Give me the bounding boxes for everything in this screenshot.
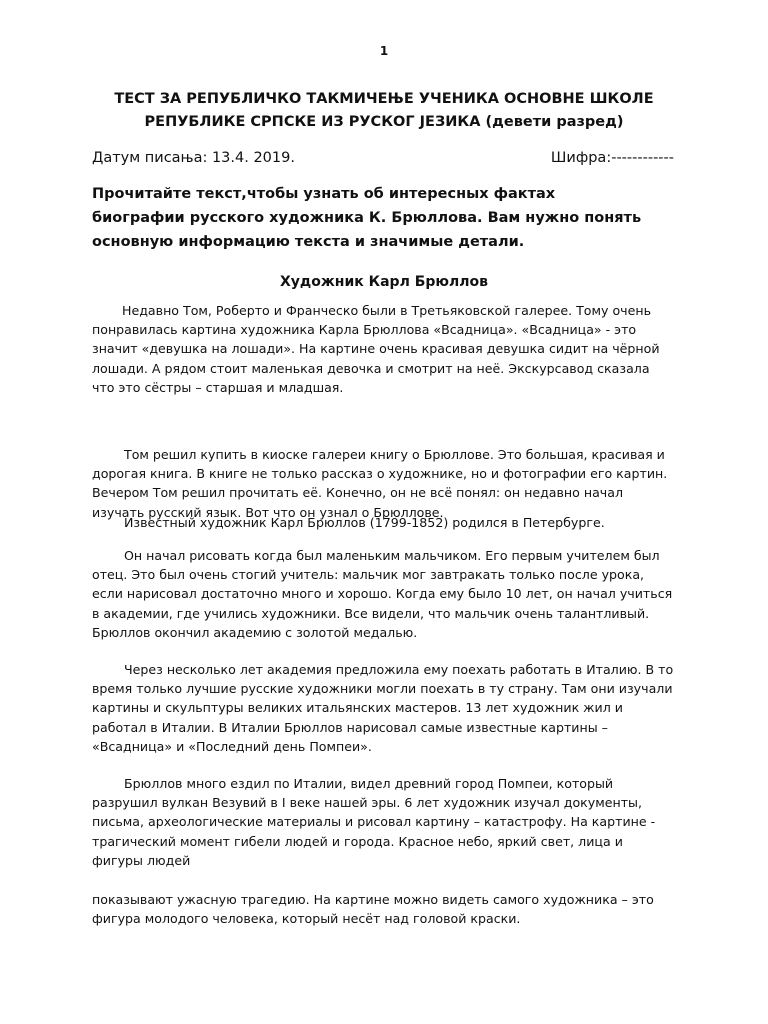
date-label: Датум писања: 13.4. 2019. xyxy=(92,150,295,166)
paragraph-1 xyxy=(92,301,676,397)
text-title: Художник Карл Брюллов xyxy=(280,274,488,290)
paragraph-text: Недавно Том, Роберто и Франческо были в Третьяковской галерее. Тому очень понравилась картина художника Карла Брюллова «Всадница». «Всадница» - это значит «девушка на лошади». На картине очень красивая девушка сидит на чёрной лошади. А рядом стоит маленькая девочка и смотрит на неё. Экскурсавод сказала что это сёстры – старшая и младшая. xyxy=(92,303,660,395)
paragraph-text: Он начал рисовать когда был маленьким мальчиком. Его первым учителем был отец. Это был очень стогий учитель: мальчик мог завтракать только после урока, если нарисовал достаточно много и хорошо. Когда ему было 10 лет, он начал учиться в академии, где учились художники. Все видели, что мальчик очень талантливый. Брюллов окончил академию с золотой медалью. xyxy=(92,548,673,640)
test-title-line-1: ТЕСТ ЗА РЕПУБЛИЧКО ТАКМИЧЕЊЕ УЧЕНИКА ОСНОВНЕ ШКОЛЕ xyxy=(114,91,654,107)
paragraph-2 xyxy=(92,445,676,522)
paragraph-6 xyxy=(92,774,676,870)
paragraph-text: показывают ужасную трагедию. На картине можно видеть самого художника – это фигура молодого человека, который несёт над головой краски. xyxy=(92,892,654,927)
page-number: 1 xyxy=(379,44,389,58)
paragraph-4 xyxy=(92,546,676,642)
paragraph-7 xyxy=(92,890,676,928)
test-title-line-2: РЕПУБЛИКЕ СРПСКЕ ИЗ РУСКОГ ЈЕЗИКА (девети разред) xyxy=(144,114,624,130)
paragraph-text: Известный художник Карл Брюллов (1799-1852) родился в Петербурге. xyxy=(124,515,605,530)
test-title xyxy=(60,88,708,134)
code-field: Шифра:------------ xyxy=(550,150,674,166)
paragraph-text: Том решил купить в киоске галереи книгу о Брюллове. Это большая, красивая и дорогая книга. В книге не только рассказ о художнике, но и фотографии его картин. Вечером Том решил прочитать её. Конечно, он не всё понял: он недавно начал изучать русский язык. Вот что он узнал о Брюллове. xyxy=(92,447,668,520)
paragraph-3 xyxy=(92,513,676,532)
paragraph-text: Через несколько лет академия предложила ему поехать работать в Италию. В то время только лучшие русские художники могли поехать в ту страну. Там они изучали картины и скульптуры великих итальянских мастеров. 13 лет художник жил и работал в Италии. В Италии Брюллов нарисовал самые известные картины – «Всадница» и «Последний день Помпеи». xyxy=(92,662,674,754)
reading-instruction: Прочитайте текст,чтобы узнать об интересных фактах биографии русского художника К. Брюллова. Вам нужно понять основную информацию текста и значимые детали. xyxy=(92,186,642,250)
paragraph-text: Брюллов много ездил по Италии, видел древний город Помпеи, который разрушил вулкан Везувий в I веке нашей эры. 6 лет художник изучал документы, письма, археологические материалы и рисовал картину – катастрофу. На картине - трагический момент гибели людей и города. Красное небо, яркий свет, лица и фигуры людей xyxy=(92,776,656,868)
paragraph-5 xyxy=(92,660,676,756)
